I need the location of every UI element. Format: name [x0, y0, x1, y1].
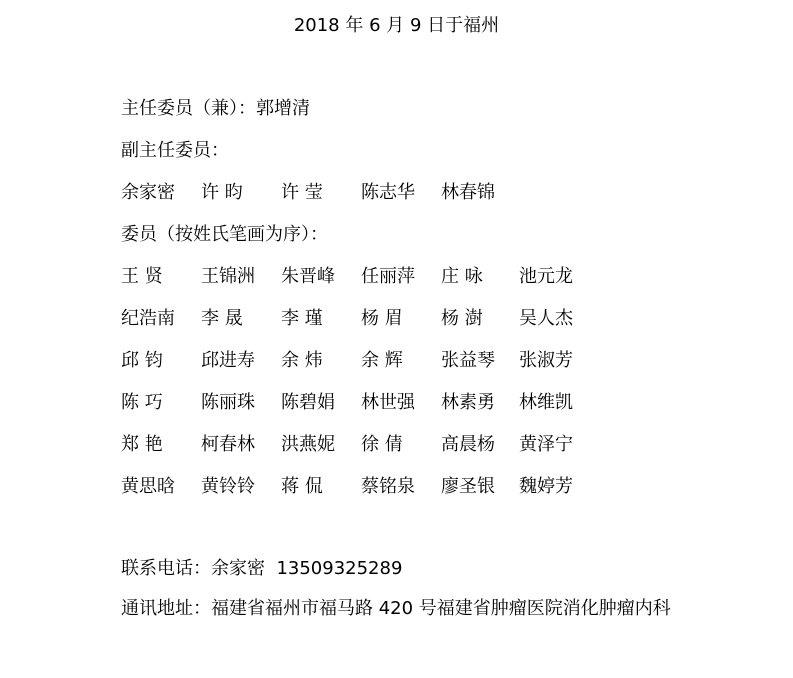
vice-chair-heading: 副主任委员：: [121, 140, 229, 161]
member-name: 徐 倩: [361, 434, 403, 455]
member-name: 纪浩南: [121, 308, 175, 329]
contact-phone: 联系电话：余家密 13509325289: [121, 558, 403, 579]
member-name: 林世强: [361, 392, 415, 413]
member-name: 余 辉: [361, 350, 403, 371]
member-name: 洪燕妮: [281, 434, 335, 455]
members-heading: 委员（按姓氏笔画为序）：: [121, 224, 328, 245]
member-name: 魏婷芳: [519, 476, 573, 497]
member-name: 蒋 侃: [281, 476, 323, 497]
member-name: 余 炜: [281, 350, 323, 371]
member-name: 林素勇: [441, 392, 495, 413]
member-name: 庄 咏: [441, 266, 483, 287]
vice-chair-name: 许 昀: [201, 182, 243, 203]
member-name: 李 瑾: [281, 308, 323, 329]
member-name: 陈 巧: [121, 392, 163, 413]
document-date: 2018 年 6 月 9 日于福州: [293, 15, 500, 36]
chair-line: 主任委员（兼）：郭增清: [121, 98, 310, 119]
member-name: 任丽萍: [361, 266, 415, 287]
member-name: 朱晋峰: [281, 266, 335, 287]
member-name: 吴人杰: [519, 308, 573, 329]
member-name: 黄泽宁: [519, 434, 573, 455]
member-name: 杨 澍: [441, 308, 483, 329]
member-name: 高晨杨: [441, 434, 495, 455]
contact-address: 通讯地址：福建省福州市福马路 420 号福建省肿瘤医院消化肿瘤内科: [121, 598, 671, 619]
member-name: 柯春林: [201, 434, 255, 455]
member-name: 李 晟: [201, 308, 243, 329]
member-name: 王 贤: [121, 266, 163, 287]
member-name: 杨 眉: [361, 308, 403, 329]
vice-chair-name: 余家密: [121, 182, 175, 203]
member-name: 黄铃铃: [201, 476, 255, 497]
member-name: 池元龙: [519, 266, 573, 287]
member-name: 黄思晗: [121, 476, 175, 497]
vice-chair-name: 林春锦: [441, 182, 495, 203]
member-name: 林维凯: [519, 392, 573, 413]
member-name: 王锦洲: [201, 266, 255, 287]
member-name: 陈碧娟: [281, 392, 335, 413]
member-name: 邱进寿: [201, 350, 255, 371]
member-name: 邱 钧: [121, 350, 163, 371]
member-name: 蔡铭泉: [361, 476, 415, 497]
member-name: 张淑芳: [519, 350, 573, 371]
member-name: 张益琴: [441, 350, 495, 371]
vice-chair-name: 陈志华: [361, 182, 415, 203]
vice-chair-name: 许 莹: [281, 182, 323, 203]
member-name: 陈丽珠: [201, 392, 255, 413]
member-name: 廖圣银: [441, 476, 495, 497]
member-name: 郑 艳: [121, 434, 163, 455]
